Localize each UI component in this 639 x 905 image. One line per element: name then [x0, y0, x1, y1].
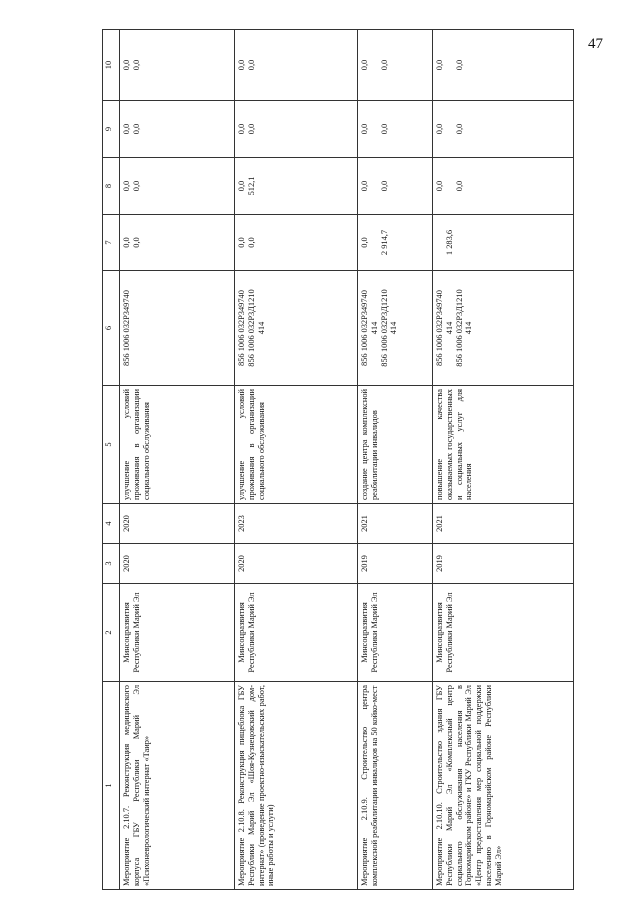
value-cell-10: [120, 30, 235, 101]
col-header-6: 6: [103, 271, 120, 386]
event-cell: Мероприятие 2.10.9. Строительство центра комплексной реабилитации инвалидов на 50 койко-мест: [358, 682, 433, 890]
budget-code: 414: [369, 321, 379, 335]
value-cell-8: [358, 158, 433, 215]
value: 0,0: [131, 123, 141, 135]
value: 0,0: [454, 59, 464, 71]
table-row: [433, 30, 574, 890]
executor-cell: Минсоцразвития Республики Марий Эл: [358, 584, 433, 682]
value: 0,0: [360, 123, 369, 135]
result-cell: улучшение условий проживания в организации социального обслуживания: [120, 386, 235, 504]
value: 0,0: [122, 180, 131, 192]
value: 512,1: [246, 176, 256, 196]
budget-code: 856 1006 032P349740: [237, 290, 246, 366]
value: 0,0: [122, 59, 131, 71]
budget-code-cell: [358, 271, 433, 386]
value-cell-10: [235, 30, 358, 101]
col-header-8: 8: [103, 158, 120, 215]
event-cell: Мероприятие 2.10.10. Строительство здания ГБУ Республики Марий Эл «Комплексный центр социального обслуживания населения в Горномарийском районе» и ГКУ Республики Марий Эл «Центр предоставления мер социальной поддержки населению в Горномарийском районе Республики Марий Эл»: [433, 682, 574, 890]
budget-code-cell: [433, 271, 574, 386]
value: 0,0: [379, 180, 389, 192]
value: 0,0: [435, 123, 444, 135]
value-cell-10: [358, 30, 433, 101]
value-cell-7: [358, 215, 433, 271]
value: 0,0: [237, 180, 246, 192]
value-cell-7: [235, 215, 358, 271]
executor-cell: Минсоцразвития Республики Марий Эл: [120, 584, 235, 682]
value: 1 283,6: [445, 229, 454, 256]
value: 0,0: [246, 123, 256, 135]
table-row: [358, 30, 433, 890]
end-year-cell: 2021: [358, 504, 433, 544]
value-cell-9: [120, 101, 235, 158]
header-row: [103, 30, 120, 890]
page-number: 47: [588, 36, 603, 52]
col-header-1: 1: [103, 682, 120, 890]
value: 0,0: [454, 180, 464, 192]
value: 0,0: [122, 237, 131, 248]
budget-code: 856 1006 032P349740: [435, 290, 444, 366]
end-year-cell: 2023: [235, 504, 358, 544]
table-row: [235, 30, 358, 890]
event-cell: Мероприятие 2.10.8. Реконструкция пищеблока ГБУ Республики Марий Эл «Шоя-Кузнецовский дом-интернат» (проведение проектно-изыскательских работ, иные работы и услуги): [235, 682, 358, 890]
value: 0,0: [379, 59, 389, 71]
budget-code: 856 1006 032P3Д1210: [454, 289, 464, 367]
value-cell-9: [358, 101, 433, 158]
event-cell: Мероприятие 2.10.7. Реконструкция медицинского корпуса ГБУ Республики Марий Эл «Психоневрологический интернат «Таир»: [120, 682, 235, 890]
budget-code: 414: [389, 321, 399, 335]
value: 0,0: [131, 180, 141, 192]
value: 0,0: [131, 237, 141, 248]
value-cell-9: [235, 101, 358, 158]
value: 0,0: [435, 180, 444, 192]
budget-code-cell: [120, 271, 235, 386]
program-events-table: [102, 29, 574, 890]
result-cell: улучшение условий проживания в организации социального обслуживания: [235, 386, 358, 504]
end-year-cell: 2021: [433, 504, 574, 544]
col-header-3: 3: [103, 544, 120, 584]
start-year-cell: 2020: [235, 544, 358, 584]
start-year-cell: 2019: [358, 544, 433, 584]
value-cell-9: [433, 101, 574, 158]
col-header-2: 2: [103, 584, 120, 682]
end-year-cell: 2020: [120, 504, 235, 544]
budget-code: 856 1006 032P3Д1210: [246, 289, 256, 367]
value: 0,0: [360, 180, 369, 192]
value: 0,0: [122, 123, 131, 135]
rotated-table-container: [102, 30, 570, 890]
start-year-cell: 2020: [120, 544, 235, 584]
value-cell-10: [433, 30, 574, 101]
budget-code: 856 1006 032P349740: [360, 290, 369, 366]
value: 0,0: [435, 59, 444, 71]
value-cell-7: [433, 215, 574, 271]
value-cell-8: [120, 158, 235, 215]
value: 0,0: [360, 237, 369, 248]
table-row: [120, 30, 235, 890]
col-header-10: 10: [103, 30, 120, 101]
col-header-5: 5: [103, 386, 120, 504]
budget-code: 856 1006 032P349740: [122, 290, 131, 366]
executor-cell: Минсоцразвития Республики Марий Эл: [235, 584, 358, 682]
value: 0,0: [246, 237, 256, 248]
budget-code: 414: [464, 321, 474, 335]
budget-code: 856 1006 032P3Д1210: [379, 289, 389, 367]
value: 0,0: [454, 123, 464, 135]
value: 2 914,7: [379, 229, 389, 256]
start-year-cell: 2019: [433, 544, 574, 584]
value: 0,0: [360, 59, 369, 71]
result-cell: повышение качества оказываемых государственных и социальных услуг для населения: [433, 386, 574, 504]
budget-code-cell: [235, 271, 358, 386]
col-header-4: 4: [103, 504, 120, 544]
col-header-9: 9: [103, 101, 120, 158]
value: 0,0: [246, 59, 256, 71]
value: 0,0: [131, 59, 141, 71]
value-cell-7: [120, 215, 235, 271]
value-cell-8: [235, 158, 358, 215]
col-header-7: 7: [103, 215, 120, 271]
value: 0,0: [237, 59, 246, 71]
executor-cell: Минсоцразвития Республики Марий Эл: [433, 584, 574, 682]
value: 0,0: [237, 237, 246, 248]
value: 0,0: [379, 123, 389, 135]
budget-code: 414: [256, 321, 266, 335]
result-cell: создание центра комплексной реабилитации инвалидов: [358, 386, 433, 504]
value-cell-8: [433, 158, 574, 215]
budget-code: 414: [444, 321, 454, 335]
value: 0,0: [237, 123, 246, 135]
